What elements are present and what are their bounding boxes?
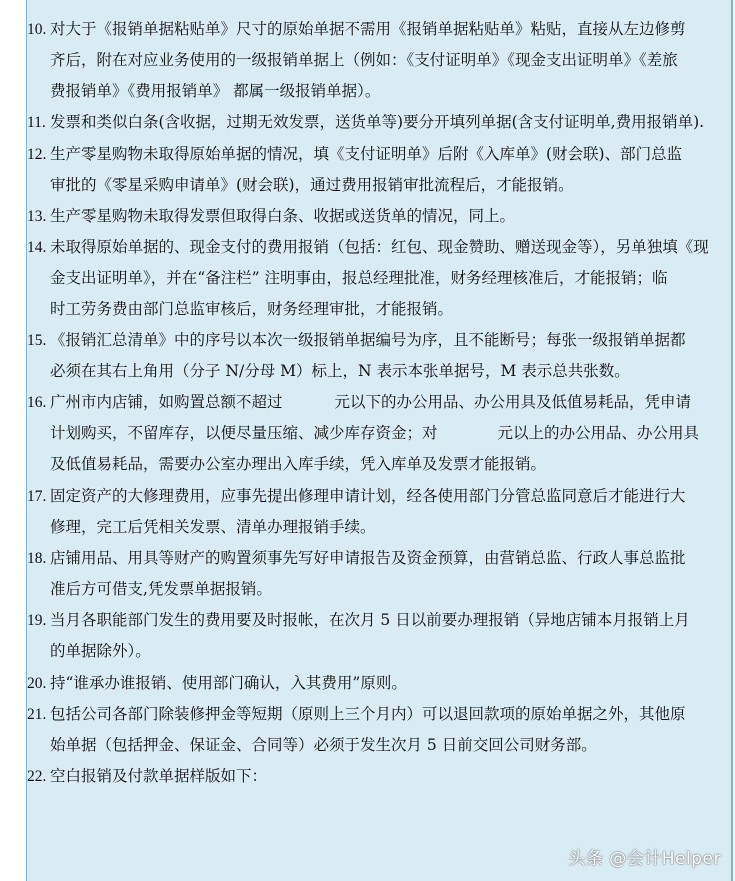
list-item-line bbox=[27, 730, 717, 761]
item-number: 17. bbox=[27, 488, 47, 505]
list-item bbox=[27, 605, 717, 667]
item-text: 费报销单》《费用报销单》 都属一级报销单据）。 bbox=[50, 82, 381, 100]
item-number: 12. bbox=[27, 146, 47, 163]
list-item-line bbox=[27, 449, 717, 480]
list-item-line bbox=[27, 418, 717, 449]
list-item-line bbox=[27, 636, 717, 667]
item-number: 13. bbox=[27, 208, 47, 225]
list-item bbox=[27, 668, 717, 699]
list-item-line bbox=[27, 45, 717, 76]
item-text: 金支出证明单》，并在“备注栏” 注明事由，报总经理批准，财务经理核准后，才能报销；临 bbox=[50, 269, 668, 287]
list-item bbox=[27, 761, 717, 792]
item-number: 10. bbox=[27, 21, 47, 38]
list-item bbox=[27, 481, 717, 543]
item-text: 包括公司各部门除装修押金等短期（原则上三个月内）可以退回款项的原始单据之外，其他原 bbox=[50, 705, 686, 723]
item-text: 生产零星购物未取得发票但取得白条、收据或送货单的情况，同上。 bbox=[50, 207, 516, 225]
item-text: 准后方可借支,凭发票单据报销。 bbox=[50, 580, 272, 598]
item-text: 计划购买，不留库存，以便尽量压缩、减少库存资金；对 bbox=[50, 424, 438, 442]
list-item-line bbox=[27, 107, 717, 138]
item-number: 15. bbox=[27, 332, 47, 349]
list-item-line bbox=[27, 170, 717, 201]
list-item-line bbox=[27, 761, 717, 792]
item-text: 对大于《报销单据粘贴单》尺寸的原始单据不需用《报销单据粘贴单》粘贴，直接从左边修剪 bbox=[50, 20, 686, 38]
item-number: 20. bbox=[27, 675, 47, 692]
list-item-line bbox=[27, 481, 717, 512]
list-item bbox=[27, 325, 717, 387]
item-text: 修理，完工后凭相关发票、清单办理报销手续。 bbox=[50, 518, 376, 536]
item-text: 发票和类似白条(含收据，过期无效发票，送货单等)要分开填列单据(含支付证明单,费用报销单). bbox=[50, 113, 705, 131]
list-item-line bbox=[27, 356, 717, 387]
list-item-line bbox=[27, 14, 717, 45]
list-item-line bbox=[27, 387, 717, 418]
watermark: 头条 @会计Helper bbox=[568, 849, 721, 869]
list-item bbox=[27, 543, 717, 605]
item-text: 的单据除外）。 bbox=[50, 642, 151, 660]
list-item bbox=[27, 107, 717, 138]
item-text: 未取得原始单据的、现金支付的费用报销（包括：红包、现金赞助、赠送现金等），另单独填《现 bbox=[50, 238, 709, 256]
item-text: 元以下的办公用品、办公用具及低值易耗品，凭申请 bbox=[334, 393, 692, 411]
item-text: 始单据（包括押金、保证金、合同等）必须于发生次月 5 日前交回公司财务部。 bbox=[50, 736, 597, 754]
list-item bbox=[27, 201, 717, 232]
item-text: 店铺用品、用具等财产的购置须事先写好申请报告及资金预算，由营销总监、行政人事总监批 bbox=[50, 549, 686, 567]
item-text: 生产零星购物未取得原始单据的情况，填《支付证明单》后附《入库单》(财会联)、部门总监 bbox=[50, 145, 683, 163]
list-item-line bbox=[27, 139, 717, 170]
list-item-line bbox=[27, 232, 717, 263]
item-text: 元以上的办公用品、办公用具 bbox=[497, 424, 700, 442]
item-number: 16. bbox=[27, 394, 47, 411]
list-item-line bbox=[27, 201, 717, 232]
list-item-line bbox=[27, 668, 717, 699]
list-item-line bbox=[27, 76, 717, 107]
list-item-line bbox=[27, 512, 717, 543]
item-number: 22. bbox=[27, 768, 47, 785]
document-page bbox=[26, 0, 733, 881]
list-item-line bbox=[27, 543, 717, 574]
list-item-line bbox=[27, 699, 717, 730]
item-text: 时工劳务费由部门总监审核后，财务经理审批，才能报销。 bbox=[50, 300, 454, 318]
item-text: 及低值易耗品，需要办公室办理出入库手续，凭入库单及发票才能报销。 bbox=[50, 455, 547, 473]
item-text: 当月各职能部门发生的费用要及时报帐，在次月 5 日以前要办理报销（异地店铺本月报销上月 bbox=[50, 611, 690, 629]
list-item bbox=[27, 14, 717, 107]
item-text: 必须在其右上角用（分子 N/分母 M）标上，N 表示本张单据号，M 表示总共张数。 bbox=[50, 362, 630, 380]
item-text: 固定资产的大修理费用，应事先提出修理申请计划，经各使用部门分管总监同意后才能进行大 bbox=[50, 487, 686, 505]
list-item-line bbox=[27, 574, 717, 605]
item-text: 审批的《零星采购申请单》(财会联)，通过费用报销审批流程后，才能报销。 bbox=[50, 176, 574, 194]
item-number: 21. bbox=[27, 706, 47, 723]
list-item-line bbox=[27, 294, 717, 325]
item-number: 14. bbox=[27, 239, 47, 256]
list-item-line bbox=[27, 263, 717, 294]
item-number: 19. bbox=[27, 612, 47, 629]
item-number: 18. bbox=[27, 550, 47, 567]
list-item-line bbox=[27, 605, 717, 636]
list-item bbox=[27, 387, 717, 480]
list-item bbox=[27, 139, 717, 201]
item-text: 空白报销及付款单据样版如下： bbox=[50, 767, 268, 785]
item-text: 持“谁承办谁报销、使用部门确认，入其费用”原则。 bbox=[50, 674, 407, 692]
item-text: 《报销汇总清单》中的序号以本次一级报销单据编号为序，且不能断号；每张一级报销单据都 bbox=[50, 331, 686, 349]
list-item bbox=[27, 699, 717, 761]
list-item-line bbox=[27, 325, 717, 356]
item-text: 广州市内店铺，如购置总额不超过 bbox=[50, 393, 283, 411]
list-item bbox=[27, 232, 717, 325]
item-number: 11. bbox=[27, 114, 46, 131]
item-text: 齐后，附在对应业务使用的一级报销单据上（例如：《支付证明单》《现金支出证明单》《差旅 bbox=[50, 51, 678, 69]
